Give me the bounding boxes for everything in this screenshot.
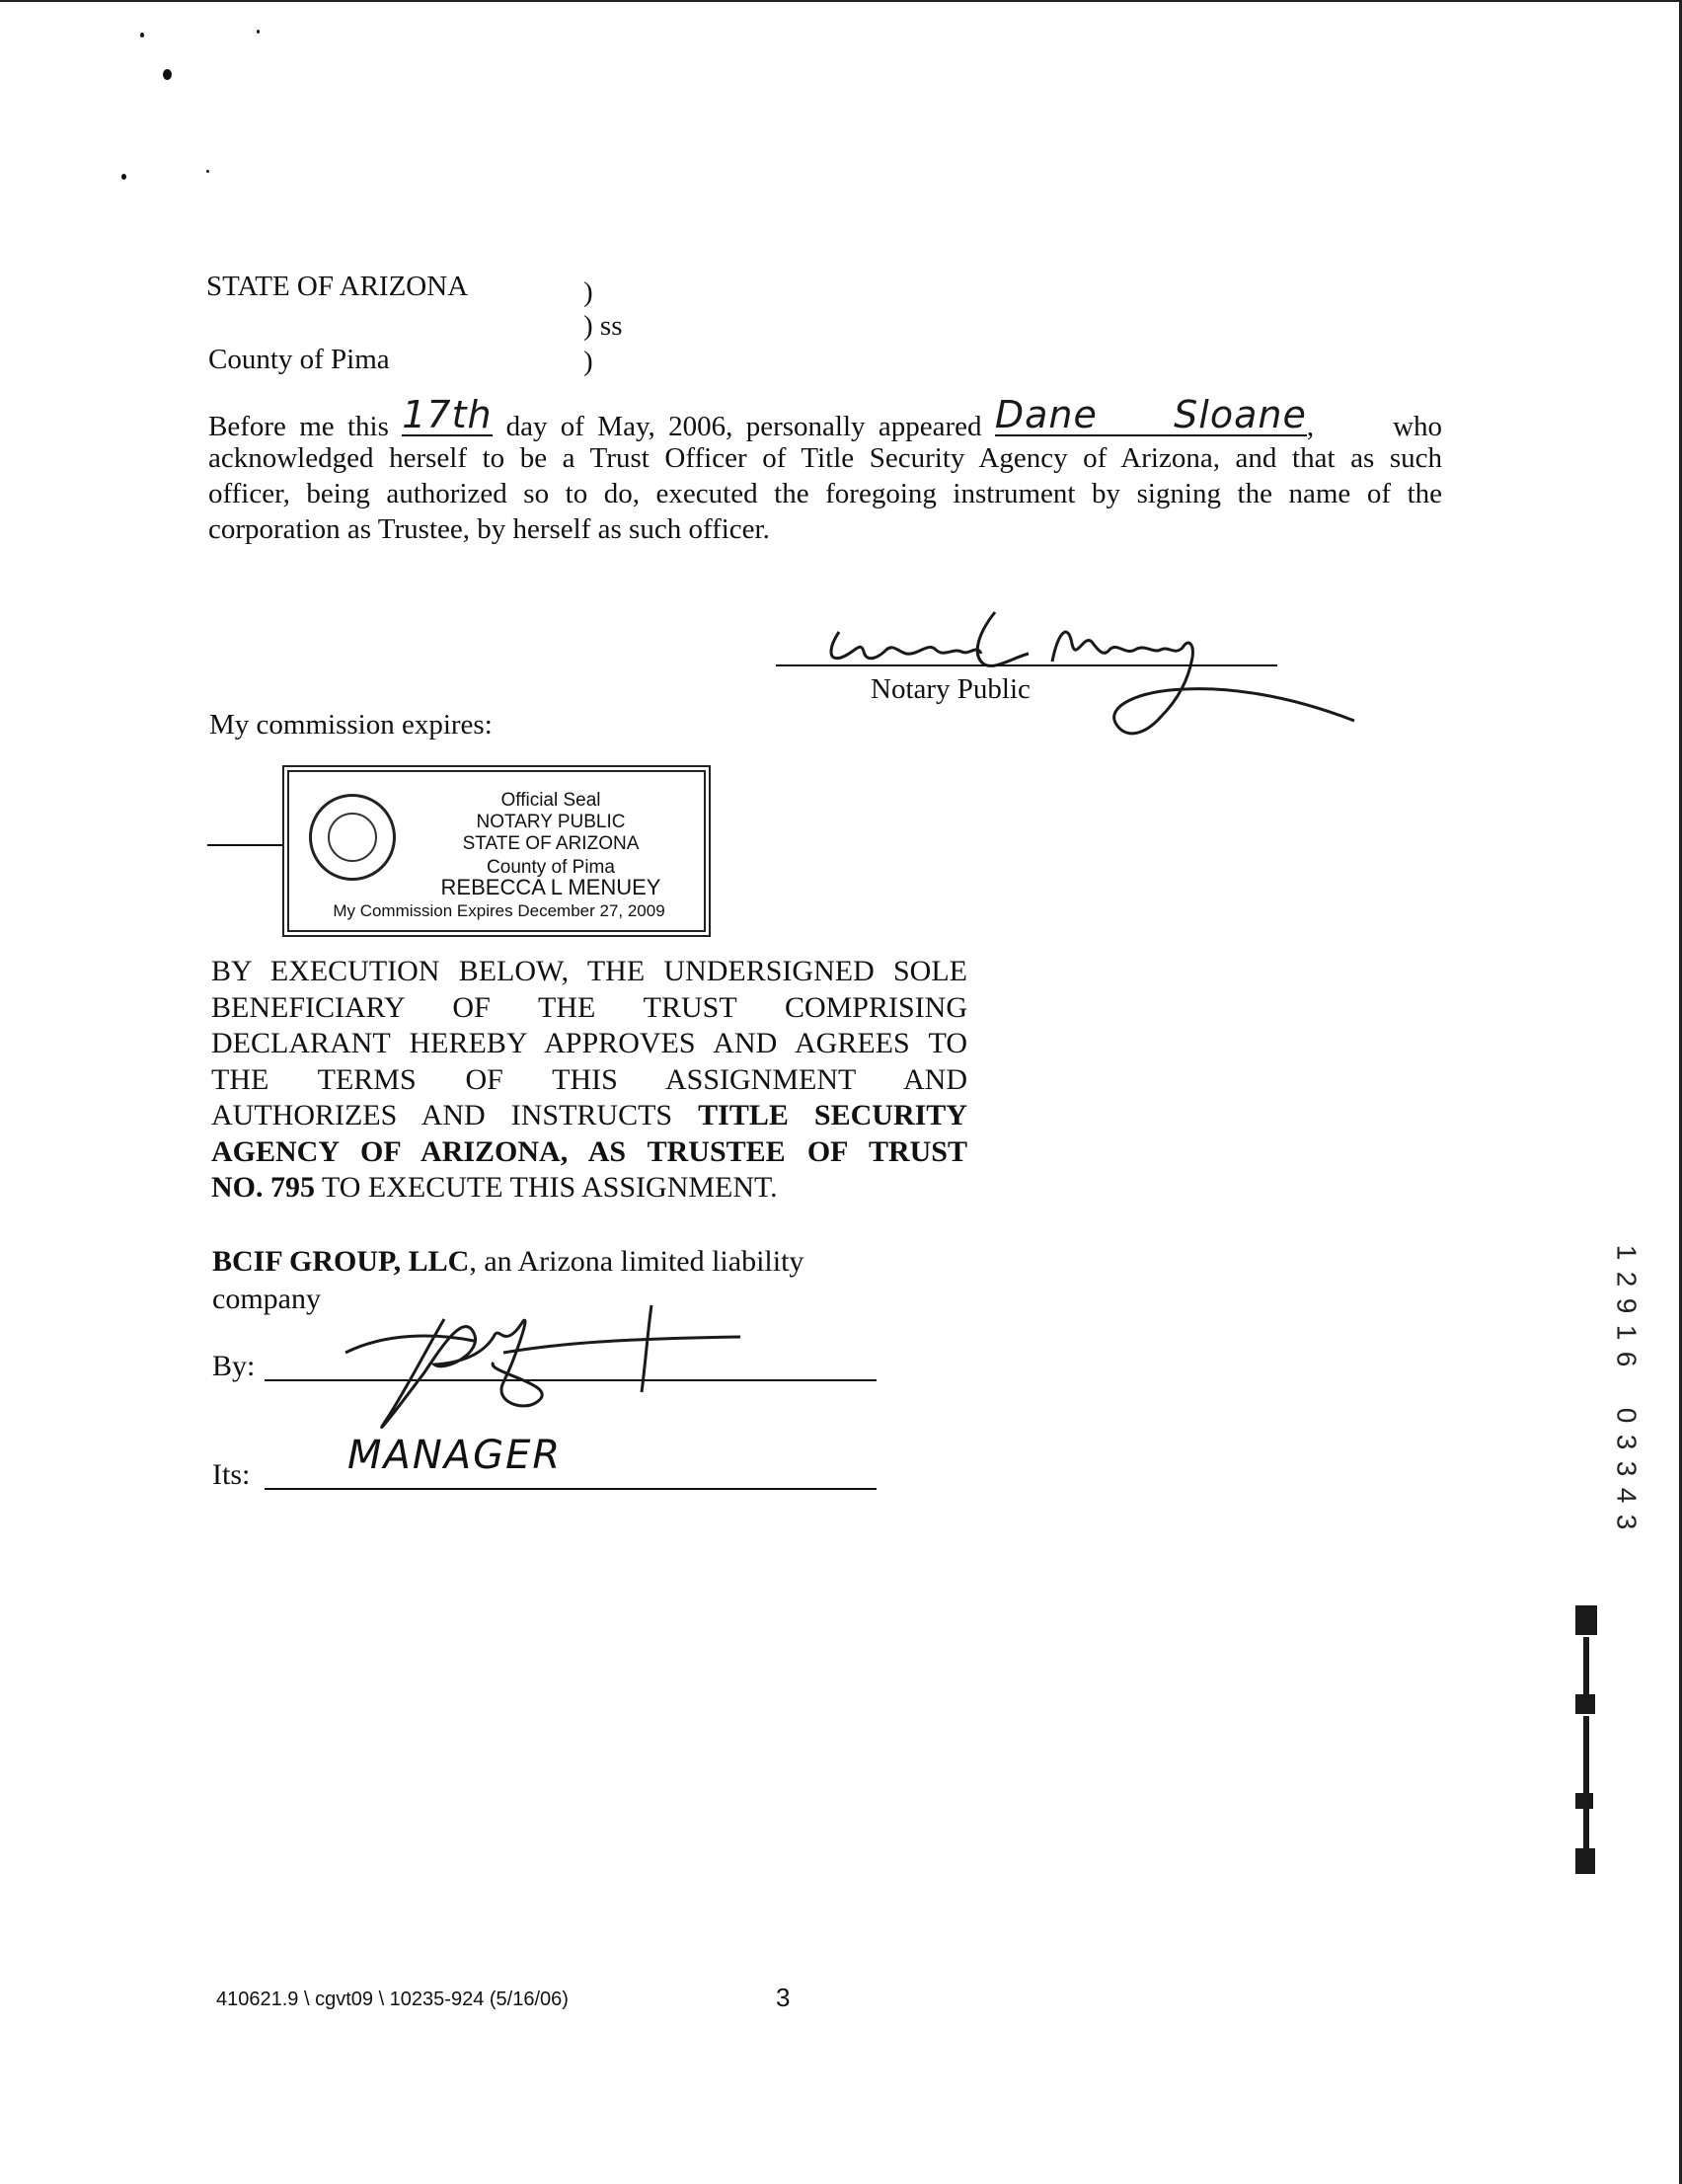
notary-signature (770, 592, 1362, 750)
bene-line-6: AGENCY OF ARIZONA, AS TRUSTEE OF TRUST (211, 1134, 967, 1168)
appeared-name: Dane Sloane (994, 393, 1307, 436)
its-line (265, 1488, 877, 1490)
scan-speck (206, 170, 209, 173)
acknowledgment-line-4: corporation as Trustee, by herself as such officer. (208, 513, 770, 545)
bene-line-4: THE TERMS OF THIS ASSIGNMENT AND (211, 1062, 967, 1096)
bene-line-5b: TITLE SECURITY (698, 1099, 967, 1131)
stamp-char: 1 (1611, 1244, 1643, 1261)
ack-comma-who: , who (1306, 411, 1443, 442)
bene-line-5a: AUTHORIZES AND INSTRUCTS (211, 1099, 699, 1131)
recording-number-stamp (1607, 1239, 1646, 1535)
stamp-char: 0 (1611, 1407, 1643, 1424)
arizona-state-seal-icon (309, 794, 396, 881)
appeared-name-field (994, 393, 1307, 436)
venue-county: County of Pima (208, 344, 390, 375)
scan-speck (121, 174, 126, 180)
scan-speck (257, 30, 260, 34)
venue-state: STATE OF ARIZONA (206, 271, 469, 302)
company-desc: , an Arizona limited liability (469, 1245, 804, 1278)
acknowledgment-line-1 (208, 393, 1443, 442)
bene-line-2: BENEFICIARY OF THE TRUST COMPRISING (211, 990, 967, 1024)
seal-line-4: County of Pima (487, 857, 615, 878)
acknowledgment-paragraph (208, 393, 1443, 547)
document-reference: 410621.9 \ cgvt09 \ 10235-924 (5/16/06) (216, 1989, 569, 2010)
day-value: 17th (402, 393, 493, 436)
seal-line-5: REBECCA L MENUEY (440, 875, 661, 899)
beneficiary-approval (211, 954, 967, 1207)
bene-line-7b: TO EXECUTE THIS ASSIGNMENT. (315, 1171, 778, 1204)
notary-signature-line (776, 664, 1277, 666)
manager-signature (326, 1293, 740, 1442)
venue-paren-top: ) (583, 276, 593, 308)
seal-line-2: NOTARY PUBLIC (476, 812, 626, 832)
bene-line-7 (211, 1170, 967, 1207)
bene-line-3: DECLARANT HEREBY APPROVES AND AGREES TO (211, 1027, 967, 1059)
acknowledgment-line-3: officer, being authorized so to do, executed the foregoing instrument by signing the name of the (208, 478, 1442, 509)
company-name-line (212, 1244, 803, 1280)
its-label: Its: (212, 1458, 251, 1491)
bene-line-5 (211, 1098, 967, 1134)
company-name: BCIF GROUP, LLC (212, 1245, 470, 1278)
stamp-char: 3 (1611, 1514, 1643, 1530)
company-desc-2: company (212, 1283, 321, 1315)
seal-line-1: Official Seal (500, 790, 601, 811)
venue-paren-bottom: ) (583, 346, 593, 377)
notary-seal (282, 765, 711, 937)
seal-line-3: STATE OF ARIZONA (462, 833, 640, 854)
by-label: By: (212, 1350, 256, 1382)
stamp-char: 1 (1611, 1324, 1643, 1341)
notary-signature-text: Rebecca L Menuey (770, 592, 778, 593)
acknowledgment-line-2: acknowledged herself to be a Trust Officer of Title Security Agency of Arizona, and that as such (208, 442, 1442, 474)
venue-paren-ss: ) ss (583, 310, 623, 342)
ack-before: Before me this (208, 411, 389, 442)
stamp-char: 6 (1611, 1351, 1643, 1367)
scan-speck (163, 69, 172, 80)
stamp-char: 3 (1611, 1434, 1643, 1450)
page-number: 3 (776, 1983, 791, 2012)
stamp-char: 4 (1611, 1487, 1643, 1504)
day-field (402, 393, 493, 436)
bene-line-1: BY EXECUTION BELOW, THE UNDERSIGNED SOLE (211, 955, 967, 987)
page-edge-top (0, 0, 1682, 2)
stamp-char: 3 (1611, 1460, 1643, 1477)
bene-line-7a: NO. 795 (211, 1171, 315, 1204)
binding-strip (1575, 1605, 1597, 1874)
its-value: MANAGER (347, 1433, 563, 1478)
scan-speck (140, 33, 144, 38)
stamp-char: 9 (1611, 1297, 1643, 1314)
commission-expires-label: My commission expires: (209, 709, 493, 741)
ack-after-day: day of May, 2006, personally appeared (505, 411, 982, 442)
stamp-char: 2 (1611, 1271, 1643, 1287)
seal-line-6: My Commission Expires December 27, 2009 (333, 901, 665, 920)
notary-title: Notary Public (871, 673, 1031, 705)
